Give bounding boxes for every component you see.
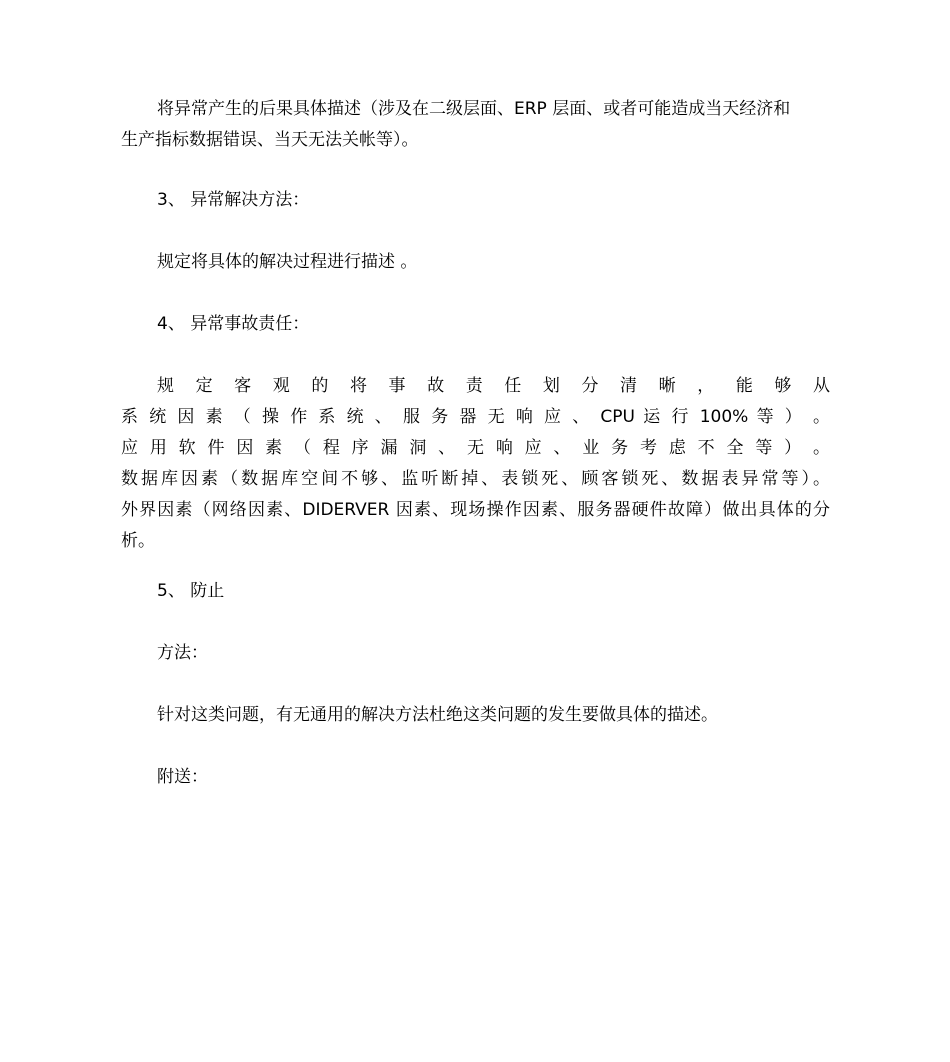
paragraph-line: 将异常产生的后果具体描述（涉及在二级层面、ERP 层面、或者可能造成当天经济和	[157, 99, 791, 119]
heading-text: 5、 防止	[157, 581, 225, 601]
paragraph-line: 数据库因素（数据库空间不够、监听断掉、表锁死、顾客锁死、数据表异常等）。	[121, 469, 830, 489]
paragraph-solution	[121, 247, 830, 278]
heading-text: 3、 异常解决方法：	[157, 190, 310, 210]
heading-incident-responsibility	[121, 309, 830, 340]
paragraph-line: 生产指标数据错误、当天无法关帐等）。	[121, 130, 419, 150]
heading-solution-method	[121, 185, 830, 216]
paragraph-responsibility	[121, 371, 830, 557]
paragraph-prevention	[121, 700, 830, 731]
paragraph-line: 应 用 软 件 因 素 （ 程 序 漏 洞 、 无 响 应 、 业 务 考 虑 不 全 等 ） 。	[121, 438, 830, 458]
heading-text: 4、 异常事故责任：	[157, 314, 310, 334]
paragraph-consequence	[121, 94, 830, 156]
paragraph-line: 外界因素（网络因素、DIDERVER 因素、现场操作因素、服务器硬件故障）做出具体的分	[121, 500, 830, 520]
heading-prevention	[121, 576, 830, 607]
label-text: 附送：	[157, 767, 208, 787]
paragraph-line: 系 统 因 素 （ 操 作 系 统 、 服 务 器 无 响 应 、 CPU 运 行 100% 等 ） 。	[121, 407, 830, 427]
label-text: 方法：	[157, 643, 208, 663]
paragraph-line: 针对这类问题，有无通用的解决方法杜绝这类问题的发生要做具体的描述。	[157, 705, 718, 725]
label-attached	[121, 762, 830, 793]
label-method	[121, 638, 830, 669]
paragraph-line: 规 定 客 观 的 将 事 故 责 任 划 分 清 晰 ， 能 够 从	[157, 376, 830, 396]
paragraph-line: 规定将具体的解决过程进行描述 。	[157, 252, 418, 272]
paragraph-line: 析。	[121, 531, 155, 551]
